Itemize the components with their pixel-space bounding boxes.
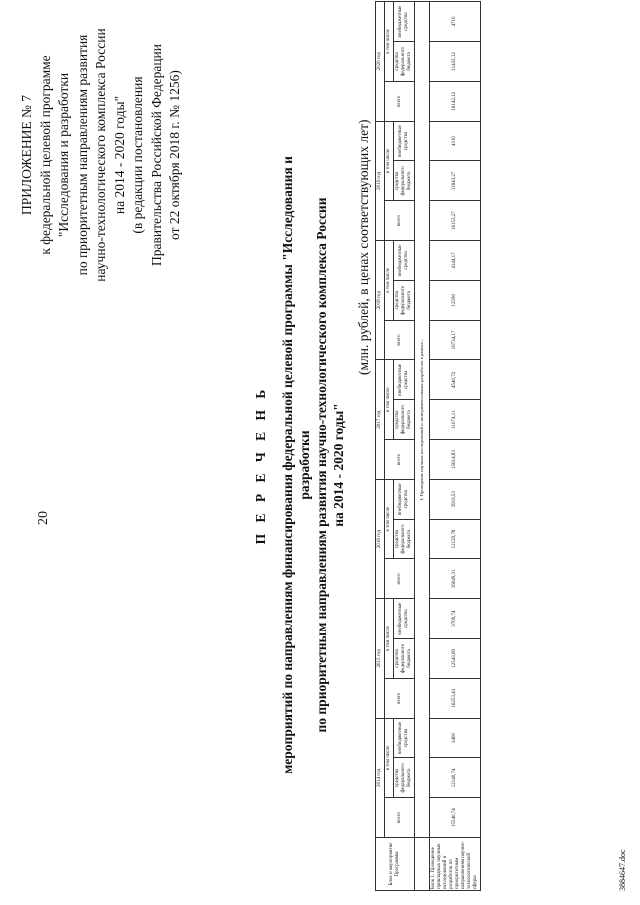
- federal-funds-header: средства федерального бюджета: [394, 161, 415, 201]
- extra-budget-header: внебюджетные средства: [394, 121, 415, 161]
- appendix-line: к федеральной целевой программе: [37, 55, 53, 255]
- table-cell: 3400: [430, 718, 481, 758]
- total-header: всего: [385, 81, 415, 121]
- extra-budget-header: внебюджетные средства: [394, 360, 415, 400]
- year-header: 2017 год: [376, 360, 385, 479]
- appendix-line: (в редакции постановления: [130, 76, 145, 234]
- total-header: всего: [385, 320, 415, 360]
- heading-subtitle-line: на 2014 - 2020 годы": [331, 403, 346, 527]
- table-cell: 11843,27: [430, 161, 481, 201]
- table-cell: 4144,17: [430, 241, 481, 281]
- table-cell: 12543,69: [430, 639, 481, 679]
- in-that-number-header: в том числе: [385, 241, 394, 321]
- table-cell: 12140,74: [430, 758, 481, 798]
- appendix-line: по приоритетным направлениям развития: [74, 34, 90, 276]
- table-cell: 4710: [430, 2, 481, 42]
- federal-funds-header: средства федерального бюджета: [394, 639, 415, 679]
- federal-funds-header: средства федерального бюджета: [394, 519, 415, 559]
- in-that-number-header: в том числе: [385, 121, 394, 201]
- appendix-line: от 22 октября 2018 г. № 1256): [167, 70, 182, 240]
- table-cell: 12590: [430, 280, 481, 320]
- in-that-number-header: в том числе: [385, 360, 394, 440]
- table-cell: 15614,83: [430, 440, 481, 480]
- year-header: 2016 год: [376, 479, 385, 598]
- federal-funds-header: средства федерального бюджета: [394, 42, 415, 82]
- extra-budget-header: внебюджетные средства: [394, 479, 415, 519]
- appendix-block: [18, 5, 185, 305]
- appendix-line: Правительства Российской Федерации: [148, 44, 164, 266]
- document-heading: [252, 145, 347, 785]
- financing-table-wrap: [375, 1, 481, 891]
- units-note: (млн. рублей, в ценах соответствующих лет): [356, 119, 371, 375]
- table-row: [430, 2, 481, 891]
- extra-budget-header: внебюджетные средства: [394, 718, 415, 758]
- table-cell: 12129,78: [430, 519, 481, 559]
- year-header: 2014 год: [376, 718, 385, 837]
- appendix-line: "Исследования и разработки: [56, 72, 71, 238]
- appendix-line: научно-технологического комплекса России: [93, 28, 108, 282]
- total-header: всего: [385, 678, 415, 718]
- in-that-number-header: в том числе: [385, 718, 394, 798]
- table-cell: 16049,31: [430, 559, 481, 599]
- extra-budget-header: внебюджетные средства: [394, 2, 415, 42]
- table-cell: 4310: [430, 121, 481, 161]
- row-header: Блок и мероприятие Программы: [376, 838, 415, 891]
- in-that-number-header: в том числе: [385, 599, 394, 679]
- extra-budget-header: внебюджетные средства: [394, 599, 415, 639]
- total-header: всего: [385, 798, 415, 838]
- appendix-line: на 2014 - 2020 годы": [111, 95, 127, 215]
- heading-title: П Е Р Е Ч Е Н Ь: [253, 385, 268, 545]
- year-header: 2019 год: [376, 121, 385, 240]
- in-that-number-header: в том числе: [385, 2, 394, 82]
- in-that-number-header: в том числе: [385, 479, 394, 559]
- table-cell: 3919,53: [430, 479, 481, 519]
- table-cell: 16153,27: [430, 201, 481, 241]
- table-cell: 15540,74: [430, 798, 481, 838]
- extra-budget-header: внебюджетные средства: [394, 241, 415, 281]
- heading-subtitle-line: мероприятий по направлениям финансирования федеральной целевой программы "Исследования и разработки: [280, 156, 312, 774]
- row-label: Блок 1. Проведение прикладных научных исследований и разработок по приоритетным направлениям научно-технологической сферы: [430, 838, 481, 891]
- page-number: 20: [36, 511, 51, 525]
- financing-table: [375, 1, 481, 891]
- year-header: 2018 год: [376, 241, 385, 360]
- table-cell: 4540,72: [430, 360, 481, 400]
- total-header: всего: [385, 559, 415, 599]
- federal-funds-header: средства федерального бюджета: [394, 758, 415, 798]
- table-cell: 11074,11: [430, 400, 481, 440]
- total-header: всего: [385, 201, 415, 241]
- year-header: 2015 год: [376, 599, 385, 718]
- heading-subtitle-line: по приоритетным направлениям развития научно-технологического комплекса России: [314, 197, 329, 733]
- appendix-line: ПРИЛОЖЕНИЕ № 7: [19, 94, 34, 216]
- federal-funds-header: средства федерального бюджета: [394, 280, 415, 320]
- table-cell: 16734,17: [430, 320, 481, 360]
- table-cell: 3709,74: [430, 599, 481, 639]
- federal-funds-header: средства федерального бюджета: [394, 400, 415, 440]
- table-cell: 11432,12: [430, 42, 481, 82]
- table-cell: 16253,43: [430, 678, 481, 718]
- year-header: 2020 год: [376, 2, 385, 122]
- total-header: всего: [385, 440, 415, 480]
- section-note: I. Проведение научных исследований и экспериментальных разработок в рамках...: [415, 2, 430, 838]
- table-cell: 16142,12: [430, 81, 481, 121]
- file-name-footer: 3884647.doc: [618, 849, 627, 891]
